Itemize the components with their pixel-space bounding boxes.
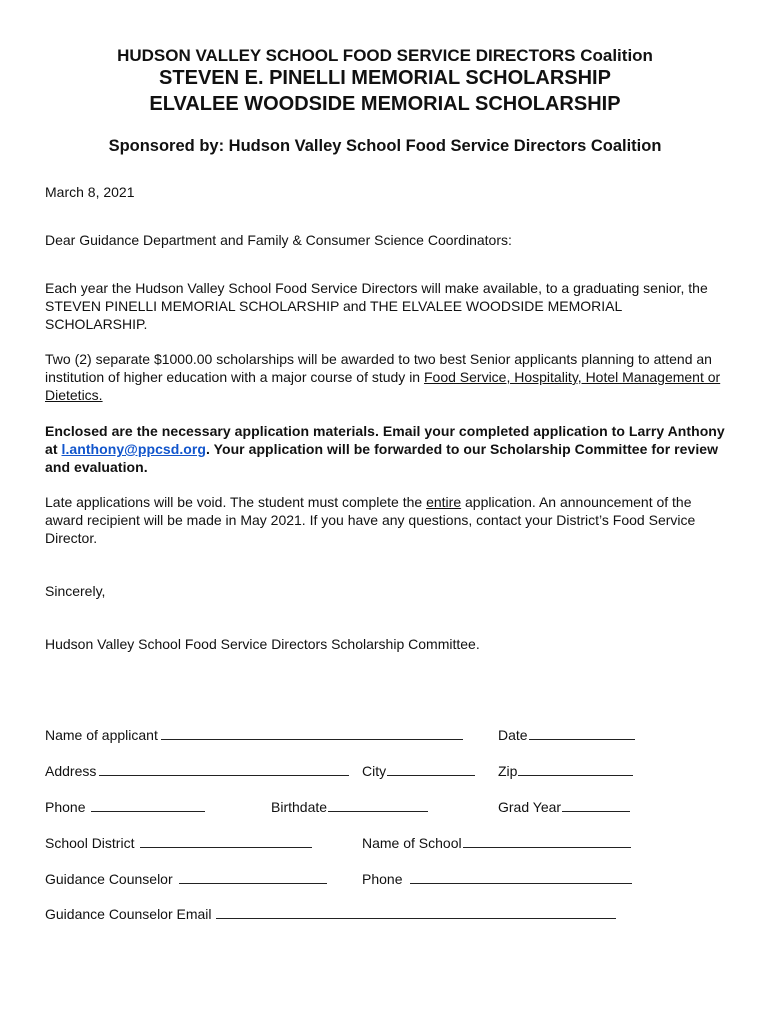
- counselor-email-field[interactable]: [45, 904, 616, 923]
- counselor-phone-line[interactable]: [410, 869, 632, 884]
- name-of-applicant-line[interactable]: [161, 725, 463, 740]
- phone-line[interactable]: [91, 797, 205, 812]
- counselor-phone-label: Phone: [362, 871, 403, 887]
- pinelli-scholarship-title: STEVEN E. PINELLI MEMORIAL SCHOLARSHIP: [159, 67, 611, 89]
- name-of-school-label: Name of School: [362, 835, 462, 851]
- city-line[interactable]: [387, 761, 475, 776]
- letter-date: March 8, 2021: [45, 184, 135, 200]
- name-of-applicant-label: Name of applicant: [45, 727, 158, 743]
- late-text: Late applications will be void. The student must complete the: [45, 494, 427, 510]
- phone-label: Phone: [45, 799, 86, 815]
- late-entire-word: entire: [426, 494, 462, 510]
- letter-greeting: Dear Guidance Department and Family & Consumer Science Coordinators:: [45, 232, 512, 248]
- enclosed-text-end: . Your application will be forwarded to our Scholarship Committee for review and evaluation.: [45, 441, 719, 475]
- date-label: Date: [498, 727, 528, 743]
- birthdate-field[interactable]: [271, 797, 428, 816]
- zip-label: Zip: [498, 763, 518, 779]
- grad-year-label: Grad Year: [498, 799, 562, 815]
- grad-year-line[interactable]: [562, 797, 630, 812]
- guidance-counselor-label: Guidance Counselor: [45, 871, 173, 887]
- address-label: Address: [45, 763, 97, 779]
- award-text: Two (2) separate $1000.00 scholarships will be awarded to two best Senior applicants planning to attend an institution of higher education with a major course of study in: [45, 351, 712, 385]
- counselor-phone-field[interactable]: [362, 869, 632, 888]
- letter-closing: Sincerely,: [45, 583, 106, 599]
- zip-field[interactable]: [498, 761, 633, 780]
- late-text-end: application. An announcement of the award recipient will be made in May 2021. If you have any questions, contact your District’s Food Service Director.: [45, 494, 696, 546]
- date-line[interactable]: [529, 725, 635, 740]
- name-of-applicant-field[interactable]: [45, 725, 463, 744]
- name-of-school-line[interactable]: [463, 833, 631, 848]
- counselor-email-line[interactable]: [216, 904, 616, 919]
- city-label: City: [362, 763, 387, 779]
- award-paragraph: [45, 350, 725, 404]
- guidance-counselor-field[interactable]: [45, 869, 327, 888]
- letter-signature: Hudson Valley School Food Service Directors Scholarship Committee.: [45, 636, 480, 652]
- sponsor-line: Sponsored by: Hudson Valley School Food Service Directors Coalition: [108, 137, 662, 155]
- coalition-heading: HUDSON VALLEY SCHOOL FOOD SERVICE DIRECTORS Coalition: [117, 46, 653, 65]
- phone-field[interactable]: [45, 797, 205, 816]
- guidance-counselor-line[interactable]: [179, 869, 327, 884]
- school-district-label: School District: [45, 835, 135, 851]
- counselor-email-label: Guidance Counselor Email: [45, 906, 212, 922]
- award-fields-of-study: Food Service, Hospitality, Hotel Management or Dietetics.: [45, 369, 721, 403]
- zip-line[interactable]: [518, 761, 633, 776]
- email-link[interactable]: l.anthony@ppcsd.org: [61, 441, 206, 457]
- address-field[interactable]: [45, 761, 349, 780]
- name-of-school-field[interactable]: [362, 833, 631, 852]
- school-district-field[interactable]: [45, 833, 312, 852]
- woodside-scholarship-title: ELVALEE WOODSIDE MEMORIAL SCHOLARSHIP: [149, 93, 621, 115]
- date-field[interactable]: [498, 725, 635, 744]
- birthdate-line[interactable]: [328, 797, 428, 812]
- birthdate-label: Birthdate: [271, 799, 328, 815]
- late-applications-paragraph: [45, 493, 725, 547]
- grad-year-field[interactable]: [498, 797, 630, 816]
- address-line[interactable]: [99, 761, 349, 776]
- enclosed-paragraph: [45, 422, 725, 476]
- intro-paragraph: Each year the Hudson Valley School Food Service Directors will make available, to a graduating senior, the STEVEN PINELLI MEMORIAL SCHOLARSHIP and THE ELVALEE WOODSIDE MEMORIAL SCHOLARSHIP.: [45, 280, 708, 332]
- enclosed-text: Enclosed are the necessary application materials. Email your completed application to Larry Anthony at: [45, 423, 725, 457]
- city-field[interactable]: [362, 761, 475, 780]
- school-district-line[interactable]: [140, 833, 312, 848]
